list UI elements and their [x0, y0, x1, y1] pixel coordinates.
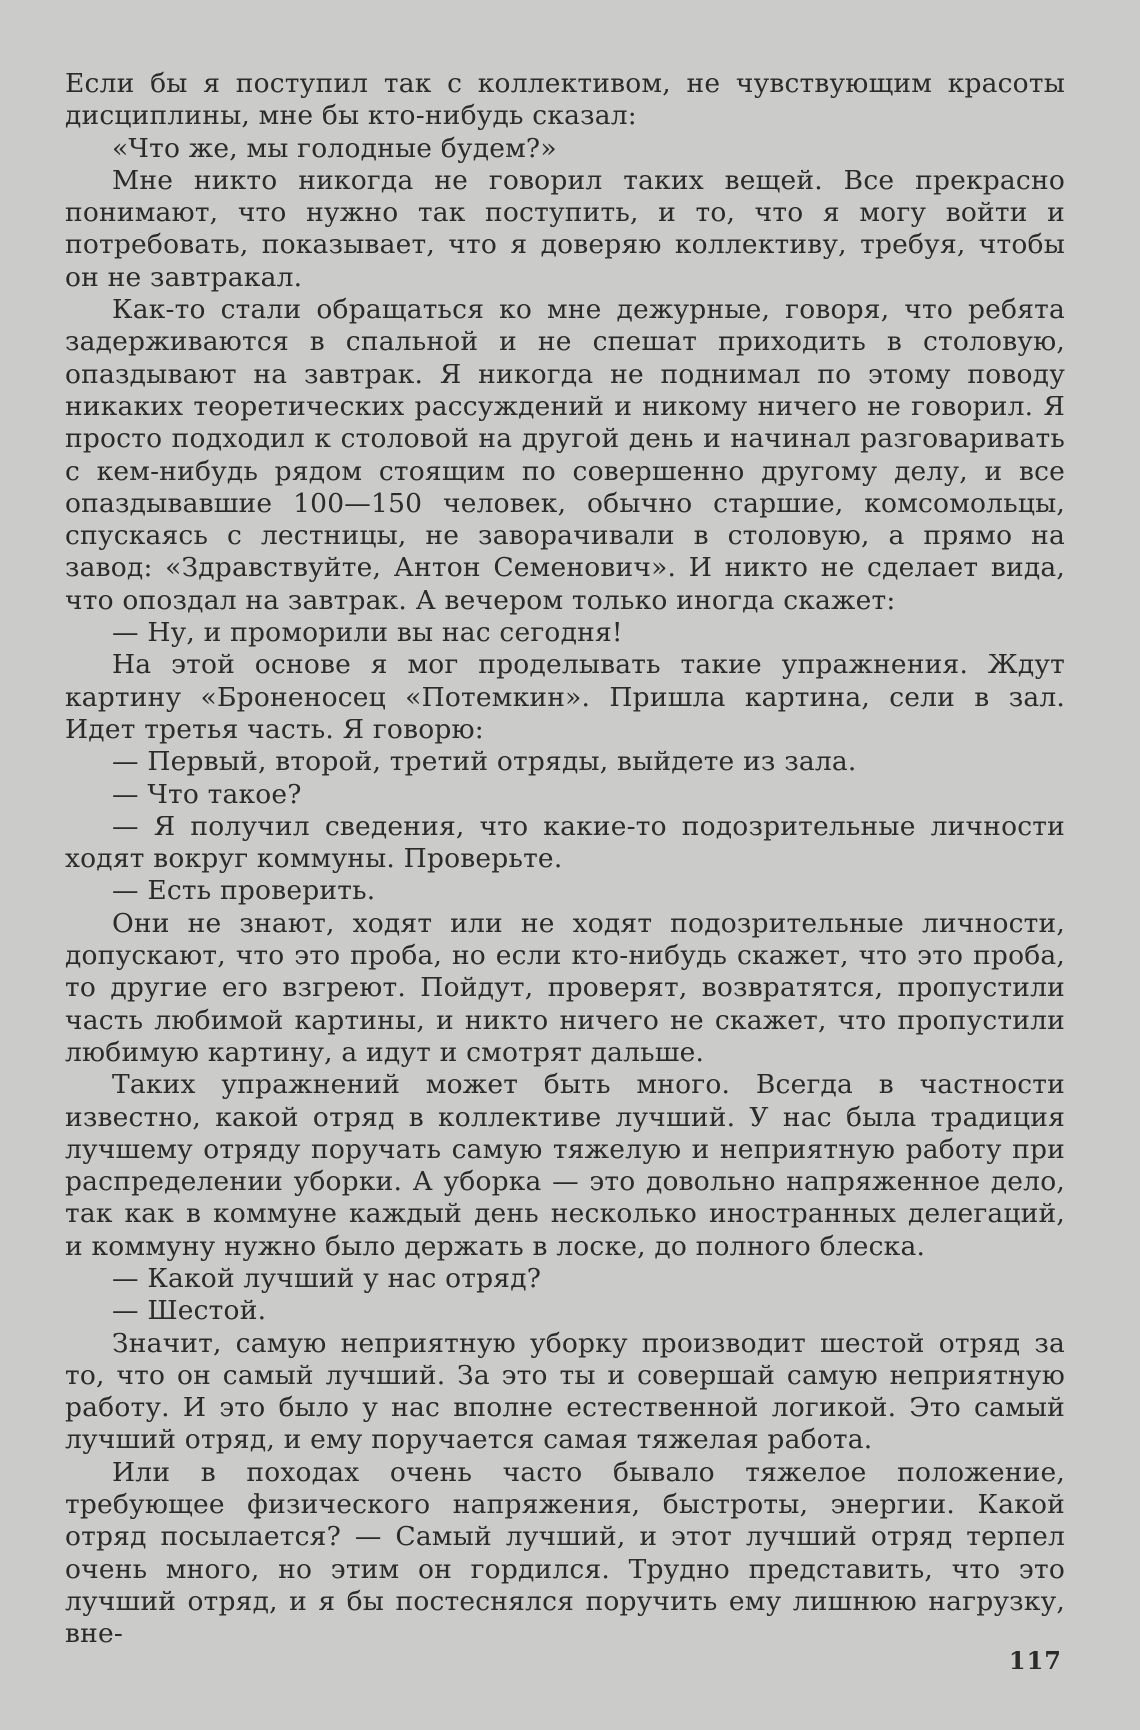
body-text — [65, 68, 1065, 1651]
paragraph: — Какой лучший у нас отряд? — [112, 1262, 542, 1294]
paragraph: — Первый, второй, третий отряды, выйдете из зала. — [112, 746, 857, 778]
paragraph: — Есть проверить. — [112, 875, 376, 907]
paragraph: — Ну, и проморили вы нас сегодня! — [112, 617, 623, 649]
paragraph: «Что же, мы голодные будем?» — [112, 132, 557, 164]
paragraph: Таких упражнений может быть много. Всегда в частности известно, какой отряд в коллективе лучший. У нас была традиция лучшему отряду поручать самую тяжелую и неприятную работу при распределении уборки. А уборка — это довольно напряженное дело, так как в коммуне каждый день несколько иностранных делегаций, и коммуну нужно было держать в лоске, до полного блеска. — [65, 1069, 1065, 1262]
paragraph: Мне никто никогда не говорил таких вещей. Все прекрасно понимают, что нужно так поступить, и то, что я могу войти и потребовать, показывает, что я доверяю коллективу, требуя, чтобы он не завтракал. — [65, 164, 1065, 293]
paragraph: Значит, самую неприятную уборку производит шестой отряд за то, что он самый лучший. За это ты и совершай самую неприятную работу. И это было у нас вполне естественной логикой. Это самый лучший отряд, и ему поручается самая тяжелая работа. — [65, 1327, 1065, 1456]
paragraph: На этой основе я мог проделывать такие упражнения. Ждут картину «Броненосец «Потемкин». Пришла картина, сели в зал. Идет третья часть. Я говорю: — [65, 649, 1065, 745]
paragraph: — Что такое? — [112, 778, 302, 810]
paragraph: — Я получил сведения, что какие-то подозрительные личности ходят вокруг коммуны. Проверьте. — [65, 810, 1065, 875]
paragraph: Они не знают, ходят или не ходят подозрительные личности, допускают, что это проба, но если кто-нибудь скажет, что это проба, то другие его взгреют. Пойдут, проверят, возвратятся, пропустили часть любимой картины, и никто ничего не скажет, что пропустили любимую картину, а идут и смотрят дальше. — [65, 907, 1065, 1068]
paragraph: Если бы я поступил так с коллективом, не чувствующим красоты дисциплины, мне бы кто-нибудь сказал: — [65, 68, 1065, 132]
paragraph: — Шестой. — [112, 1295, 267, 1327]
page-number: 117 — [1008, 1646, 1062, 1675]
paragraph: Или в походах очень часто бывало тяжелое положение, требующее физического напряжения, быстроты, энергии. Какой отряд посылается? — Самый лучший, и этот лучший отряд терпел очень много, но этим он гордился. Трудно представить, что это лучший отряд, и я бы постеснялся поручить ему лишнюю нагрузку, вне- — [65, 1456, 1065, 1650]
paragraph: Как-то стали обращаться ко мне дежурные, говоря, что ребята задерживаются в спальной и не спешат приходить в столовую, опаздывают на завтрак. Я никогда не поднимал по этому поводу никаких теоретических рассуждений и никому ничего не говорил. Я просто подходил к столовой на другой день и начинал разговаривать с кем-нибудь рядом стоящим по совершенно другому делу, и все опаздывавшие 100—150 человек, обычно старшие, комсомольцы, спускаясь с лестницы, не заворачивали в столовую, а прямо на завод: «Здравствуйте, Антон Семенович». И никто не сделает вида, что опоздал на завтрак. А вечером только иногда скажет: — [65, 294, 1065, 616]
